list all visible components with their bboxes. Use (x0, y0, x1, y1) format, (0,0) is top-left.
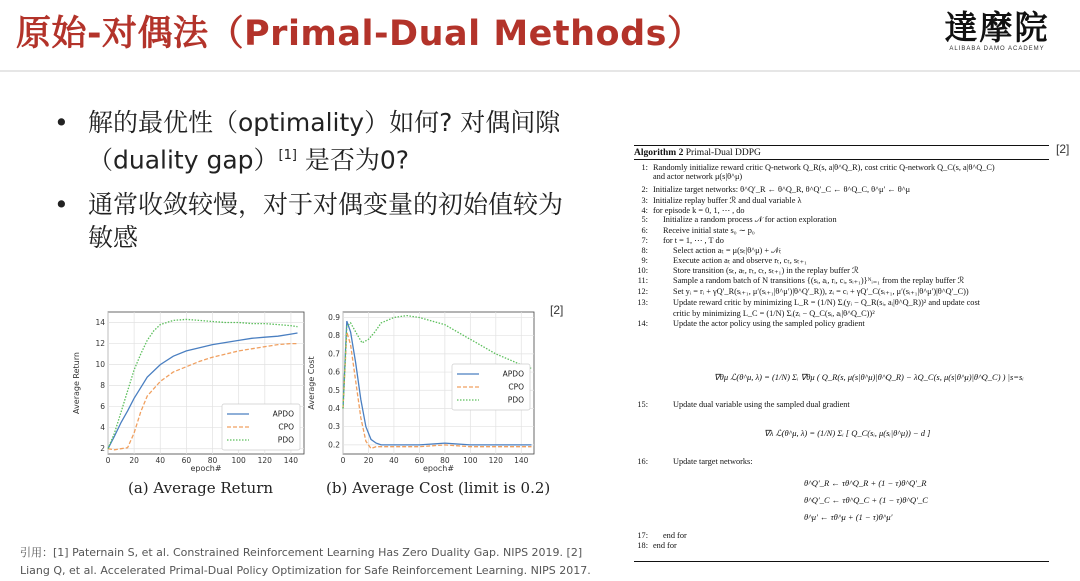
algorithm-line-text: Update the actor policy using the sampled policy gradient (673, 319, 865, 328)
algorithm-line (634, 275, 1049, 285)
algorithm-line-text: Initialize replay buffer ℛ and dual variable λ (653, 196, 802, 205)
algorithm-line (634, 286, 1049, 296)
algorithm-title (634, 145, 1049, 160)
algorithm-line-number: 13: (637, 298, 648, 307)
y-tick-label: 0.5 (328, 385, 340, 395)
x-tick-label: 120 (488, 456, 503, 465)
y-tick-label: 14 (95, 318, 105, 328)
legend-label: CPO (278, 422, 294, 432)
algorithm-line-number: 9: (641, 256, 648, 265)
y-tick-label: 12 (95, 339, 105, 349)
algorithm-line-number: 16: (637, 457, 648, 466)
algorithm-line-number: 18: (637, 541, 648, 550)
algorithm-line (634, 163, 1049, 172)
y-tick-label: 0.7 (328, 349, 340, 359)
x-tick-label: 100 (463, 456, 478, 465)
x-tick-label: 100 (231, 456, 246, 465)
citation-footnote: 引用：[1] Paternain S, et al. Constrained Reinforcement Learning Has Zero Duality Gap. NIPS 2019. [2] Liang Q, et al. Accelerated Primal-Dual Policy Optimization for Safe Reinforcement Learning. NIPS 2017. (20, 546, 591, 577)
x-tick-label: 0 (340, 456, 346, 465)
legend-label: CPO (508, 382, 524, 392)
algorithm-line-number: 7: (641, 236, 648, 245)
algorithm-line-number: 1: (641, 163, 648, 172)
algorithm-line-text: end for (663, 531, 687, 540)
y-tick-label: 0.4 (328, 403, 340, 413)
algorithm-line (634, 215, 1049, 225)
x-tick-label: 140 (283, 456, 299, 465)
x-tick-label: 80 (207, 456, 218, 465)
algorithm-line (634, 235, 1049, 245)
algorithm-line-number: 17: (637, 531, 648, 540)
algorithm-line-text: Select action aₜ = μ(sₜ|θ^μ) + 𝒩ₜ (673, 246, 782, 255)
y-tick-label: 2 (100, 444, 105, 454)
algorithm-line (634, 531, 1049, 540)
legend-label: PDO (507, 395, 524, 405)
algorithm-line-number: 12: (637, 287, 648, 296)
algorithm-line (634, 225, 1049, 235)
algorithm-line-text: for t = 1, ⋯ , T do (663, 236, 724, 245)
algorithm-line-text: Update dual variable using the sampled dual gradient (673, 400, 850, 409)
algorithm-line-text: critic by minimizing L_C = (1/N) Σᵢ(zᵢ − Q_C(sᵢ, aᵢ|θ^Q_C))² (673, 309, 875, 318)
algorithm-line (634, 185, 1049, 194)
algorithm-line-number: 6: (641, 226, 648, 235)
algorithm-line-number: 15: (637, 400, 648, 409)
algorithm-line (634, 457, 1049, 466)
algorithm-line-text: Update reward critic by minimizing L_R = (1/N) Σᵢ(yᵢ − Q_R(sᵢ, aᵢ|θ^Q_R))² and update cost (673, 298, 980, 307)
algorithm-line-text: and actor network μ(s|θ^μ) (653, 172, 743, 181)
algorithm-name: Primal-Dual DDPG (685, 148, 761, 158)
page-title: 原始-对偶法（Primal-Dual Methods） (16, 14, 703, 54)
y-tick-label: 10 (95, 360, 105, 370)
algorithm-line-number: 4: (641, 206, 648, 215)
y-tick-label: 0.3 (328, 422, 340, 432)
algorithm-line (634, 309, 1049, 318)
algorithm-line-number: 5: (641, 215, 648, 224)
algorithm-line-text: Initialize a random process 𝒩 for action exploration (663, 215, 837, 224)
logo-english-text: ALIBABA DAMO ACADEMY (949, 46, 1045, 52)
algorithm-line-text: Update target networks: (673, 457, 753, 466)
algorithm-line-number: 11: (637, 276, 648, 285)
algorithm-box (634, 145, 1049, 562)
header-divider (0, 70, 1080, 72)
algorithm-line-number: 2: (641, 185, 648, 194)
chart-ref-tag: [2] (550, 303, 564, 317)
chart-caption-a: (a) Average Return (128, 479, 274, 497)
algorithm-line-number: 10: (637, 266, 648, 275)
damo-academy-logo (932, 8, 1062, 52)
algorithm-line-number: 3: (641, 196, 648, 205)
algorithm-line (634, 172, 1049, 181)
y-tick-label: 0.2 (328, 440, 340, 450)
legend-label: APDO (272, 409, 294, 419)
algorithm-line (634, 195, 1049, 205)
chart-average-cost (305, 306, 540, 476)
algorithm-bottom-rule (634, 561, 1049, 562)
y-tick-label: 8 (100, 381, 105, 391)
x-tick-label: 40 (389, 456, 399, 465)
equation-target-cost: θ^Q′_C ← τθ^Q_C + (1 − τ)θ^Q′_C (804, 495, 928, 505)
x-tick-label: 80 (440, 456, 450, 465)
algorithm-line-text: for episode k = 0, 1, ⋯ , do (653, 206, 745, 215)
bullet-tail: 是否为0? (296, 145, 410, 175)
algorithm-line (634, 541, 1049, 550)
chart-average-return-svg (70, 306, 310, 476)
chart-average-return (70, 306, 310, 476)
algorithm-line-text: Store transition (sₜ, aₜ, rₜ, cₜ, sₜ₊₁) in the replay buffer ℛ (673, 266, 859, 275)
legend (452, 364, 530, 410)
algorithm-line (634, 298, 1049, 307)
algorithm-label: Algorithm 2 (634, 148, 684, 158)
algorithm-line-text: Initialize target networks: θ^Q′_R ← θ^Q_R, θ^Q′_C ← θ^Q_C, θ^μ′ ← θ^μ (653, 185, 911, 194)
legend (222, 404, 300, 450)
algorithm-ref-tag: [2] (1056, 142, 1070, 156)
equation-actor-gradient: ∇θμ ℒ(θ^μ, λ) = (1/N) Σᵢ ∇θμ ( Q_R(s, μ(s|θ^μ)|θ^Q_R) − λQ_C(s, μ(s|θ^μ)|θ^Q_C) ) |s=sᵢ (714, 372, 1024, 382)
x-tick-label: 20 (363, 456, 374, 465)
algorithm-line-number: 8: (641, 246, 648, 255)
bullet-ref: [1] (278, 148, 297, 163)
algorithm-line-text: end for (653, 541, 677, 550)
x-tick-label: 20 (129, 456, 139, 465)
x-tick-label: 60 (414, 456, 425, 465)
chart-average-cost-svg (305, 306, 540, 476)
x-tick-label: 140 (514, 456, 529, 465)
bullet-text: 解的最优性（optimality）如何? 对偶间隙（duality gap） (88, 108, 561, 175)
y-tick-label: 0.8 (328, 331, 340, 341)
algorithm-line (634, 319, 1049, 328)
algorithm-line-text: Set yᵢ = rᵢ + γQ′_R(sᵢ₊₁, μ′(sᵢ₊₁|θ^μ′)|θ^Q′_R)), zᵢ = cᵢ + γQ′_C(sᵢ₊₁, μ′(sᵢ₊₁|θ^μ′)|θ^Q′_C)) (673, 287, 969, 296)
algorithm-line-number: 14: (637, 319, 648, 328)
x-tick-label: 0 (105, 456, 111, 465)
algorithm-line (634, 265, 1049, 275)
equation-dual-gradient: ∇λ ℒ(θ^μ, λ) = (1/N) Σᵢ [ Q_C(sᵢ, μ(sᵢ|θ^μ)) − d ] (764, 428, 931, 438)
equation-target-actor: θ^μ′ ← τθ^μ + (1 − τ)θ^μ′ (804, 512, 893, 522)
legend-label: APDO (502, 369, 524, 379)
bullet-dot-icon: • (54, 108, 69, 137)
y-tick-label: 4 (100, 423, 105, 433)
algorithm-line (634, 205, 1049, 215)
algorithm-line-text: Randomly initialize reward critic Q-network Q_R(s, a|θ^Q_R), cost critic Q-network Q_C(s, a|θ^Q_C) (653, 163, 995, 172)
bullet-list (52, 106, 572, 266)
y-tick-label: 0.6 (328, 367, 340, 377)
legend-label: PDO (277, 435, 294, 445)
y-tick-label: 0.9 (328, 312, 340, 322)
x-axis-label: epoch# (422, 464, 455, 473)
algorithm-line (634, 255, 1049, 265)
x-tick-label: 120 (257, 456, 272, 465)
y-tick-label: 6 (100, 402, 105, 412)
logo-chinese-text: 達摩院 (944, 8, 1050, 47)
x-tick-label: 40 (155, 456, 166, 465)
algorithm-line-text: Execute action aₜ and observe rₜ, cₜ, sₜ₊₁ (673, 256, 807, 265)
algorithm-line-text: Sample a random batch of N transitions {(sᵢ, aᵢ, rᵢ, cᵢ, sᵢ₊₁)}ᴺᵢ₌₁ from the replay buffer ℛ (673, 276, 965, 285)
algorithm-line-text: Receive initial state s₀ ∼ p₀ (663, 226, 755, 235)
x-axis-label: epoch# (190, 464, 222, 473)
y-axis-label: Average Return (72, 352, 81, 414)
bullet-item (52, 188, 572, 254)
bullet-text: 通常收敛较慢，对于对偶变量的初始值较为敏感 (88, 190, 564, 253)
bullet-dot-icon: • (54, 190, 69, 220)
algorithm-line (634, 400, 1049, 409)
x-tick-label: 60 (181, 456, 192, 465)
y-axis-label: Average Cost (307, 356, 316, 410)
equation-target-reward: θ^Q′_R ← τθ^Q_R + (1 − τ)θ^Q′_R (804, 478, 927, 488)
bullet-item (52, 106, 572, 176)
chart-caption-b: (b) Average Cost (limit is 0.2) (326, 479, 551, 497)
